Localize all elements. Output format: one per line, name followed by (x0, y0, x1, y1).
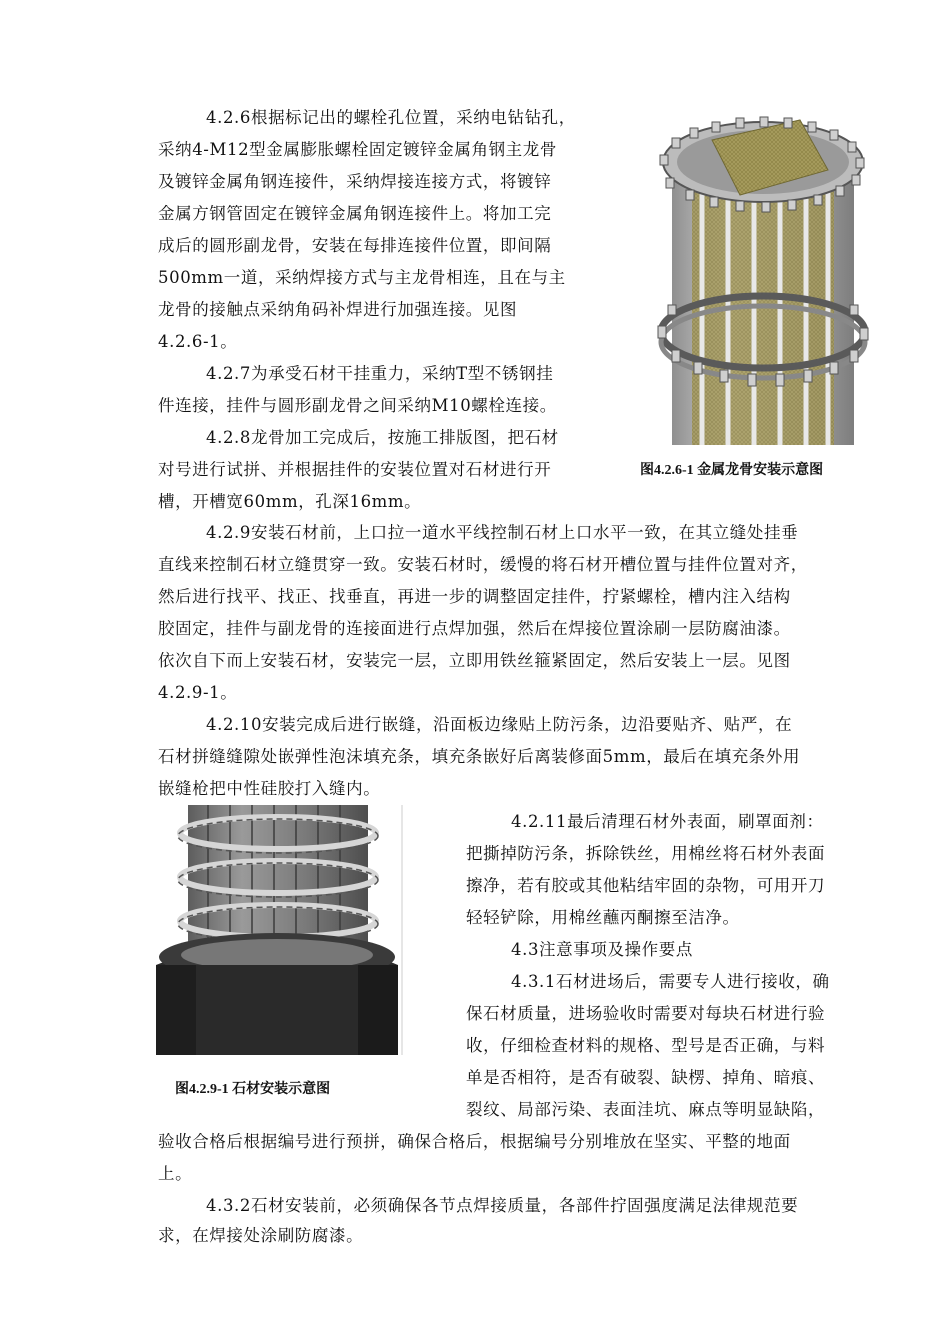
para-4210-line-1: 4.2.10安装完成后进行嵌缝，沿面板边缘贴上防污条，边沿要贴齐、贴严，在 (206, 715, 793, 734)
para-429-line-5: 依次自下而上安装石材，安装完一层，立即用铁丝箍紧固定，然后安装上一层。见图 (158, 651, 791, 670)
para-431-line-4: 单是否相符，是否有破裂、缺楞、掉角、暗痕、 (466, 1068, 826, 1087)
para-429-line-4: 胶固定，挂件与副龙骨的连接面进行点焊加强，然后在焊接位置涂刷一层防腐油漆。 (158, 619, 791, 638)
para-431-line-6: 验收合格后根据编号进行预拼，确保合格后，根据编号分别堆放在坚实、平整的地面 (158, 1132, 791, 1151)
para-426-line-4: 金属方钢管固定在镀锌金属角钢连接件上。将加工完 (158, 204, 552, 223)
para-429-line-6: 4.2.9-1。 (158, 683, 238, 702)
para-428-line-1: 4.2.8龙骨加工完成后，按施工排版图，把石材 (206, 428, 559, 447)
para-426-line-2: 采纳4-M12型金属膨胀螺栓固定镀锌金属角钢主龙骨 (158, 140, 557, 159)
para-426-line-5: 成后的圆形副龙骨，安装在每排连接件位置，即间隔 (158, 236, 552, 255)
stone-install-illustration (148, 805, 403, 1055)
para-427-line-2: 件连接，挂件与圆形副龙骨之间采纳M10螺栓连接。 (158, 396, 557, 415)
para-429-line-3: 然后进行找平、找正、找垂直，再进一步的调整固定挂件，拧紧螺栓，槽内注入结构 (158, 587, 791, 606)
para-431-line-2: 保石材质量，进场验收时需要对每块石材进行验 (466, 1004, 826, 1023)
section-heading-43: 4.3注意事项及操作要点 (511, 940, 693, 959)
para-426-line-7: 龙骨的接触点采纳角码补焊进行加强连接。见图 (158, 300, 518, 319)
metal-keel-illustration (650, 100, 875, 445)
para-426-line-8: 4.2.6-1。 (158, 332, 238, 351)
para-428-line-3: 槽，开槽宽60mm，孔深16mm。 (158, 492, 422, 511)
para-4211-line-3: 擦净，若有胶或其他粘结牢固的杂物，可用开刀 (466, 876, 826, 895)
para-426-line-6: 500mm一道，采纳焊接方式与主龙骨相连，且在与主 (158, 268, 566, 287)
para-428-line-2: 对号进行试拼、并根据挂件的安装位置对石材进行开 (158, 460, 552, 479)
figure-1-caption: 图4.2.6-1 金属龙骨安装示意图 (640, 463, 824, 478)
figure-2-caption: 图4.2.9-1 石材安装示意图 (175, 1082, 331, 1097)
para-431-line-1: 4.3.1石材进场后，需要专人进行接收，确 (511, 972, 830, 991)
figure-metal-keel (650, 100, 875, 445)
figure-stone-install (148, 805, 403, 1055)
para-4211-line-2: 把撕掉防污条，拆除铁丝，用棉丝将石材外表面 (466, 844, 826, 863)
para-432-line-1: 4.3.2石材安装前，必须确保各节点焊接质量，各部件拧固强度满足法律规范要 (206, 1196, 799, 1215)
para-426-line-3: 及镀锌金属角钢连接件，采纳焊接连接方式，将镀锌 (158, 172, 552, 191)
para-429-line-1: 4.2.9安装石材前，上口拉一道水平线控制石材上口水平一致，在其立缝处挂垂 (206, 523, 799, 542)
para-429-line-2: 直线来控制石材立缝贯穿一致。安装石材时，缓慢的将石材开槽位置与挂件位置对齐， (158, 555, 808, 574)
para-4210-line-2: 石材拼缝缝隙处嵌弹性泡沫填充条，填充条嵌好后离装修面5mm，最后在填充条外用 (158, 747, 801, 766)
para-431-line-3: 收，仔细检查材料的规格、型号是否正确，与料 (466, 1036, 826, 1055)
para-432-line-2: 求，在焊接处涂刷防腐漆。 (158, 1226, 364, 1245)
para-431-line-7: 上。 (158, 1164, 193, 1183)
para-427-line-1: 4.2.7为承受石材干挂重力，采纳T型不锈钢挂 (206, 364, 554, 383)
para-4210-line-3: 嵌缝枪把中性硅胶打入缝内。 (158, 779, 381, 798)
para-4211-line-1: 4.2.11最后清理石材外表面，刷罩面剂： (511, 812, 824, 831)
para-431-line-5: 裂纹、局部污染、表面洼坑、麻点等明显缺陷， (466, 1100, 826, 1119)
para-426-line-1: 4.2.6根据标记出的螺栓孔位置，采纳电钻钻孔， (206, 108, 576, 127)
para-4211-line-4: 轻轻铲除，用棉丝蘸丙酮擦至洁净。 (466, 908, 740, 927)
